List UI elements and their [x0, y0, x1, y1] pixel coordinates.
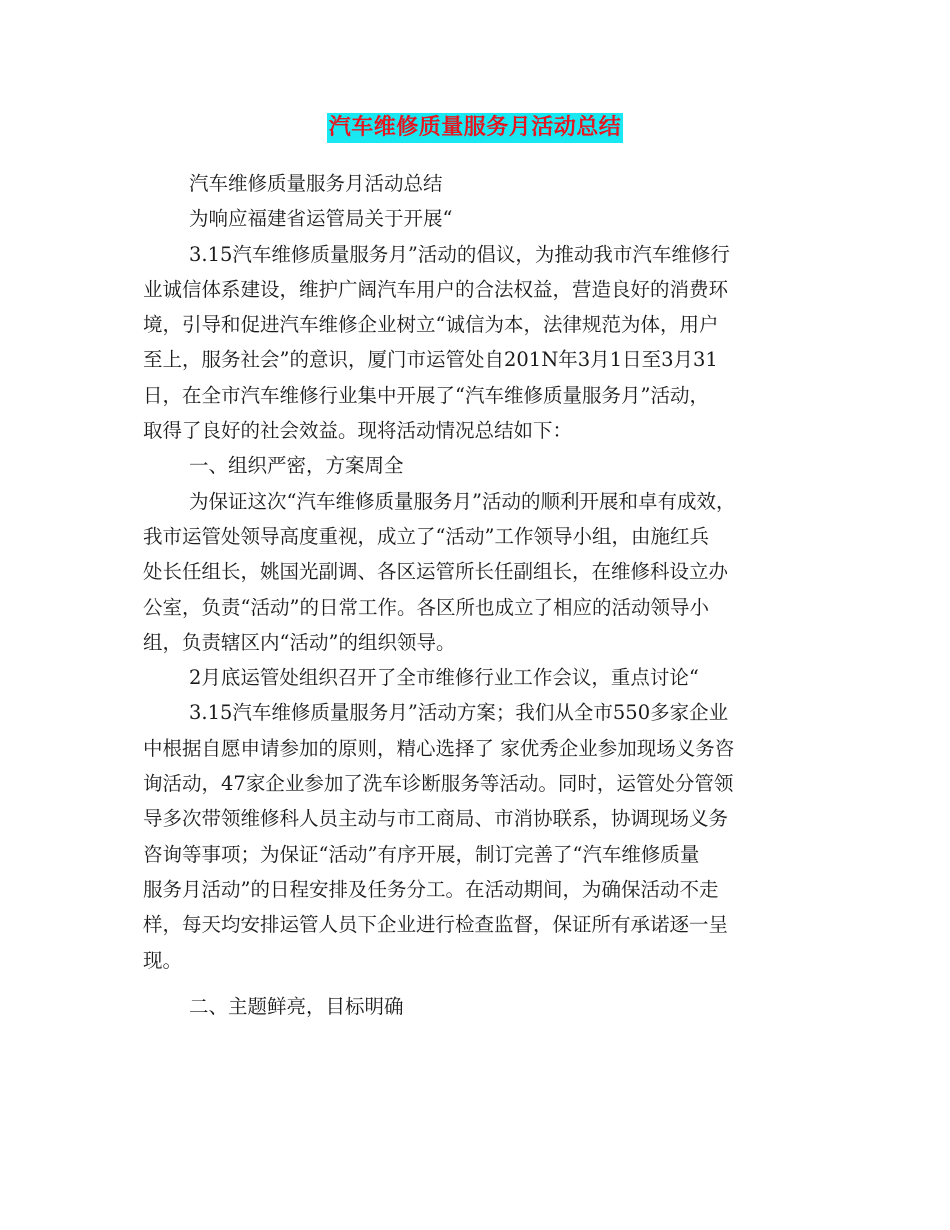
paragraph-line: 3.15汽车维修质量服务月”活动的倡议，为推动我市汽车维修行: [189, 242, 730, 266]
document-title: 汽车维修质量服务月活动总结: [327, 113, 624, 143]
paragraph-line: 中根据自愿申请参加的原则，精心选择了 家优秀企业参加现场义务咨: [143, 736, 735, 760]
paragraph-line: 现。: [143, 948, 183, 972]
paragraph-line: 取得了良好的社会效益。现将活动情况总结如下：: [143, 419, 573, 443]
paragraph-line: 处长任组长，姚国光副调、各区运管所长任副组长，在维修科设立办: [143, 560, 729, 584]
paragraph-line: 询活动，47家企业参加了洗车诊断服务等活动。同时，运管处分管领: [143, 772, 734, 796]
paragraph-line: 一、组织严密，方案周全: [189, 454, 404, 478]
paragraph-line: 3.15汽车维修质量服务月”活动方案；我们从全市550多家企业: [189, 701, 729, 725]
paragraph-line: 公室，负责“活动”的日常工作。各区所也成立了相应的活动领导小: [143, 595, 709, 619]
title-container: [0, 113, 950, 143]
paragraph-line: 境，引导和促进汽车维修企业树立“诚信为本，法律规范为体，用户: [143, 313, 719, 337]
paragraph-line: 导多次带领维修科人员主动与市工商局、市消协联系，协调现场义务: [143, 807, 729, 831]
paragraph-line: 为保证这次“汽车维修质量服务月”活动的顺利开展和卓有成效，: [189, 489, 736, 513]
paragraph-line: 我市运管处领导高度重视，成立了“活动”工作领导小组，由施红兵: [143, 524, 709, 548]
paragraph-line: 咨询等事项；为保证“活动”有序开展，制订完善了“汽车维修质量: [143, 842, 700, 866]
paragraph-line: 样，每天均安排运管人员下企业进行检查监督，保证所有承诺逐一呈: [143, 913, 729, 937]
paragraph-line: 为响应福建省运管局关于开展“: [189, 207, 453, 231]
paragraph-line: 服务月活动”的日程安排及任务分工。在活动期间，为确保活动不走: [143, 877, 719, 901]
paragraph-line: 组，负责辖区内“活动”的组织领导。: [143, 630, 456, 654]
paragraph-line: 至上，服务社会”的意识，厦门市运管处自201N年3月1日至3月31: [143, 348, 718, 372]
paragraph-line: 日，在全市汽车维修行业集中开展了“汽车维修质量服务月”活动，: [143, 383, 709, 407]
document-body: [143, 166, 808, 1024]
paragraph-line: 业诚信体系建设，维护广阔汽车用户的合法权益，营造良好的消费环: [143, 277, 729, 301]
paragraph-line: 汽车维修质量服务月活动总结: [189, 172, 443, 195]
paragraph-line: 二、主题鲜亮，目标明确: [189, 994, 404, 1018]
paragraph-line: 2月底运管处组织召开了全市维修行业工作会议，重点讨论“: [189, 666, 699, 690]
